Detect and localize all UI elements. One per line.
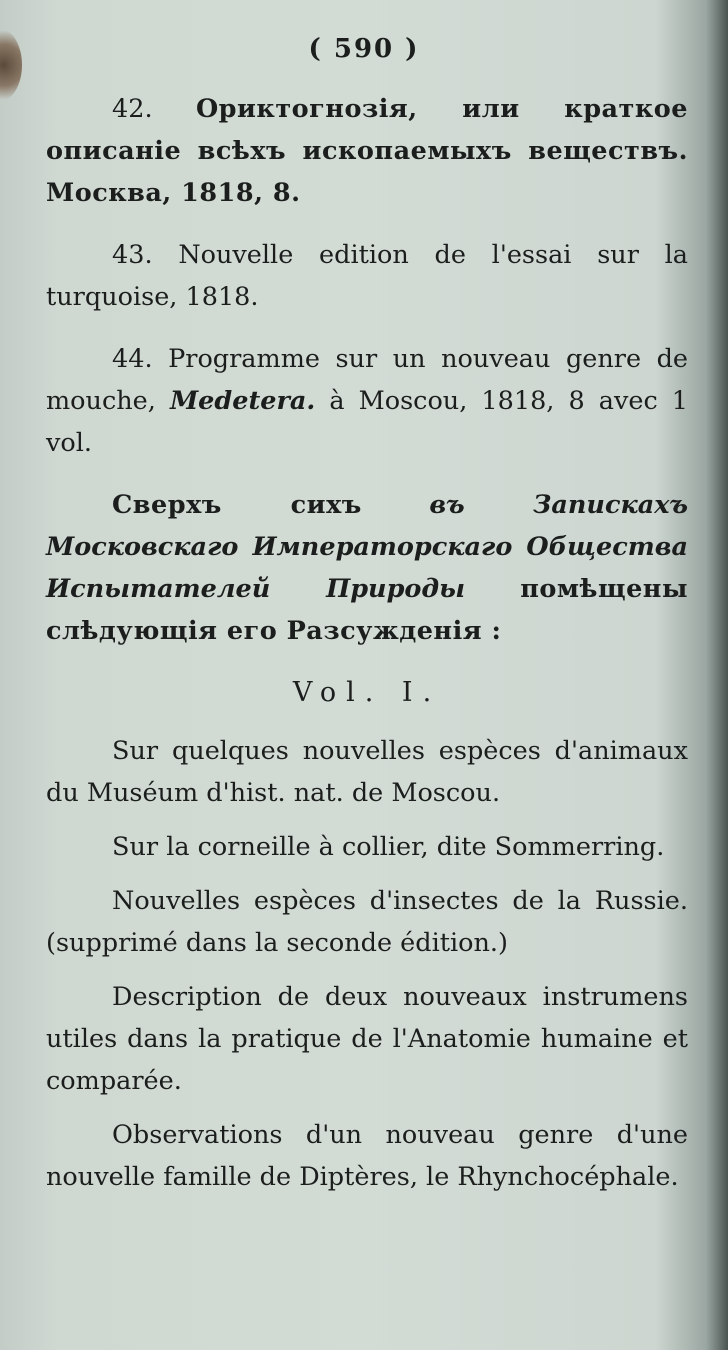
intro-society: въ Запискахъ Московскаго Императорскаго Общества Испытателей Природы (46, 490, 688, 604)
entry-42 (46, 88, 688, 214)
intro-paragraph (46, 484, 688, 652)
page-body (46, 88, 688, 1210)
paper-item: Sur quelques nouvelles espèces d'animaux du Muséum d'hist. nat. de Moscou. (46, 736, 688, 808)
page-number: ( 590 ) (308, 34, 420, 64)
entry-text-cont: à Moscou, 1818, 8 avec 1 vol. (46, 386, 689, 458)
paper-item: Observations d'un nouveau genre d'une nouvelle famille de Diptères, le Rhynchocéphale. (46, 1120, 688, 1192)
volume-heading: Vol. I. (292, 677, 442, 708)
entry-44 (46, 338, 688, 464)
paper-item: Nouvelles espèces d'insectes de la Russie. (supprimé dans la seconde édition.) (46, 886, 688, 958)
entry-text: Ориктогнозія, или краткое описаніе всѣхъ ископаемыхъ веществъ. Москва, 1818, 8. (46, 94, 688, 208)
entry-text: Programme sur un nouveau genre de mouche, (46, 344, 688, 416)
paper-item: Description de deux nouveaux instrumens utiles dans la pratique de l'Anatomie humaine et comparée. (46, 982, 688, 1096)
genus-name: Medetera. (169, 386, 316, 416)
intro-end: помѣщены слѣдующія его Разсужденія : (46, 574, 689, 646)
entry-text: Nouvelle edition de l'essai sur la turquoise, 1818. (46, 240, 688, 312)
intro-start: Сверхъ сихъ (112, 490, 362, 520)
entry-number: 43. (112, 240, 153, 270)
entry-43 (46, 234, 688, 318)
paper-item: Sur la corneille à collier, dite Sommerring. (112, 832, 665, 862)
entry-number: 42. (112, 94, 153, 124)
entry-number: 44. (112, 344, 153, 374)
